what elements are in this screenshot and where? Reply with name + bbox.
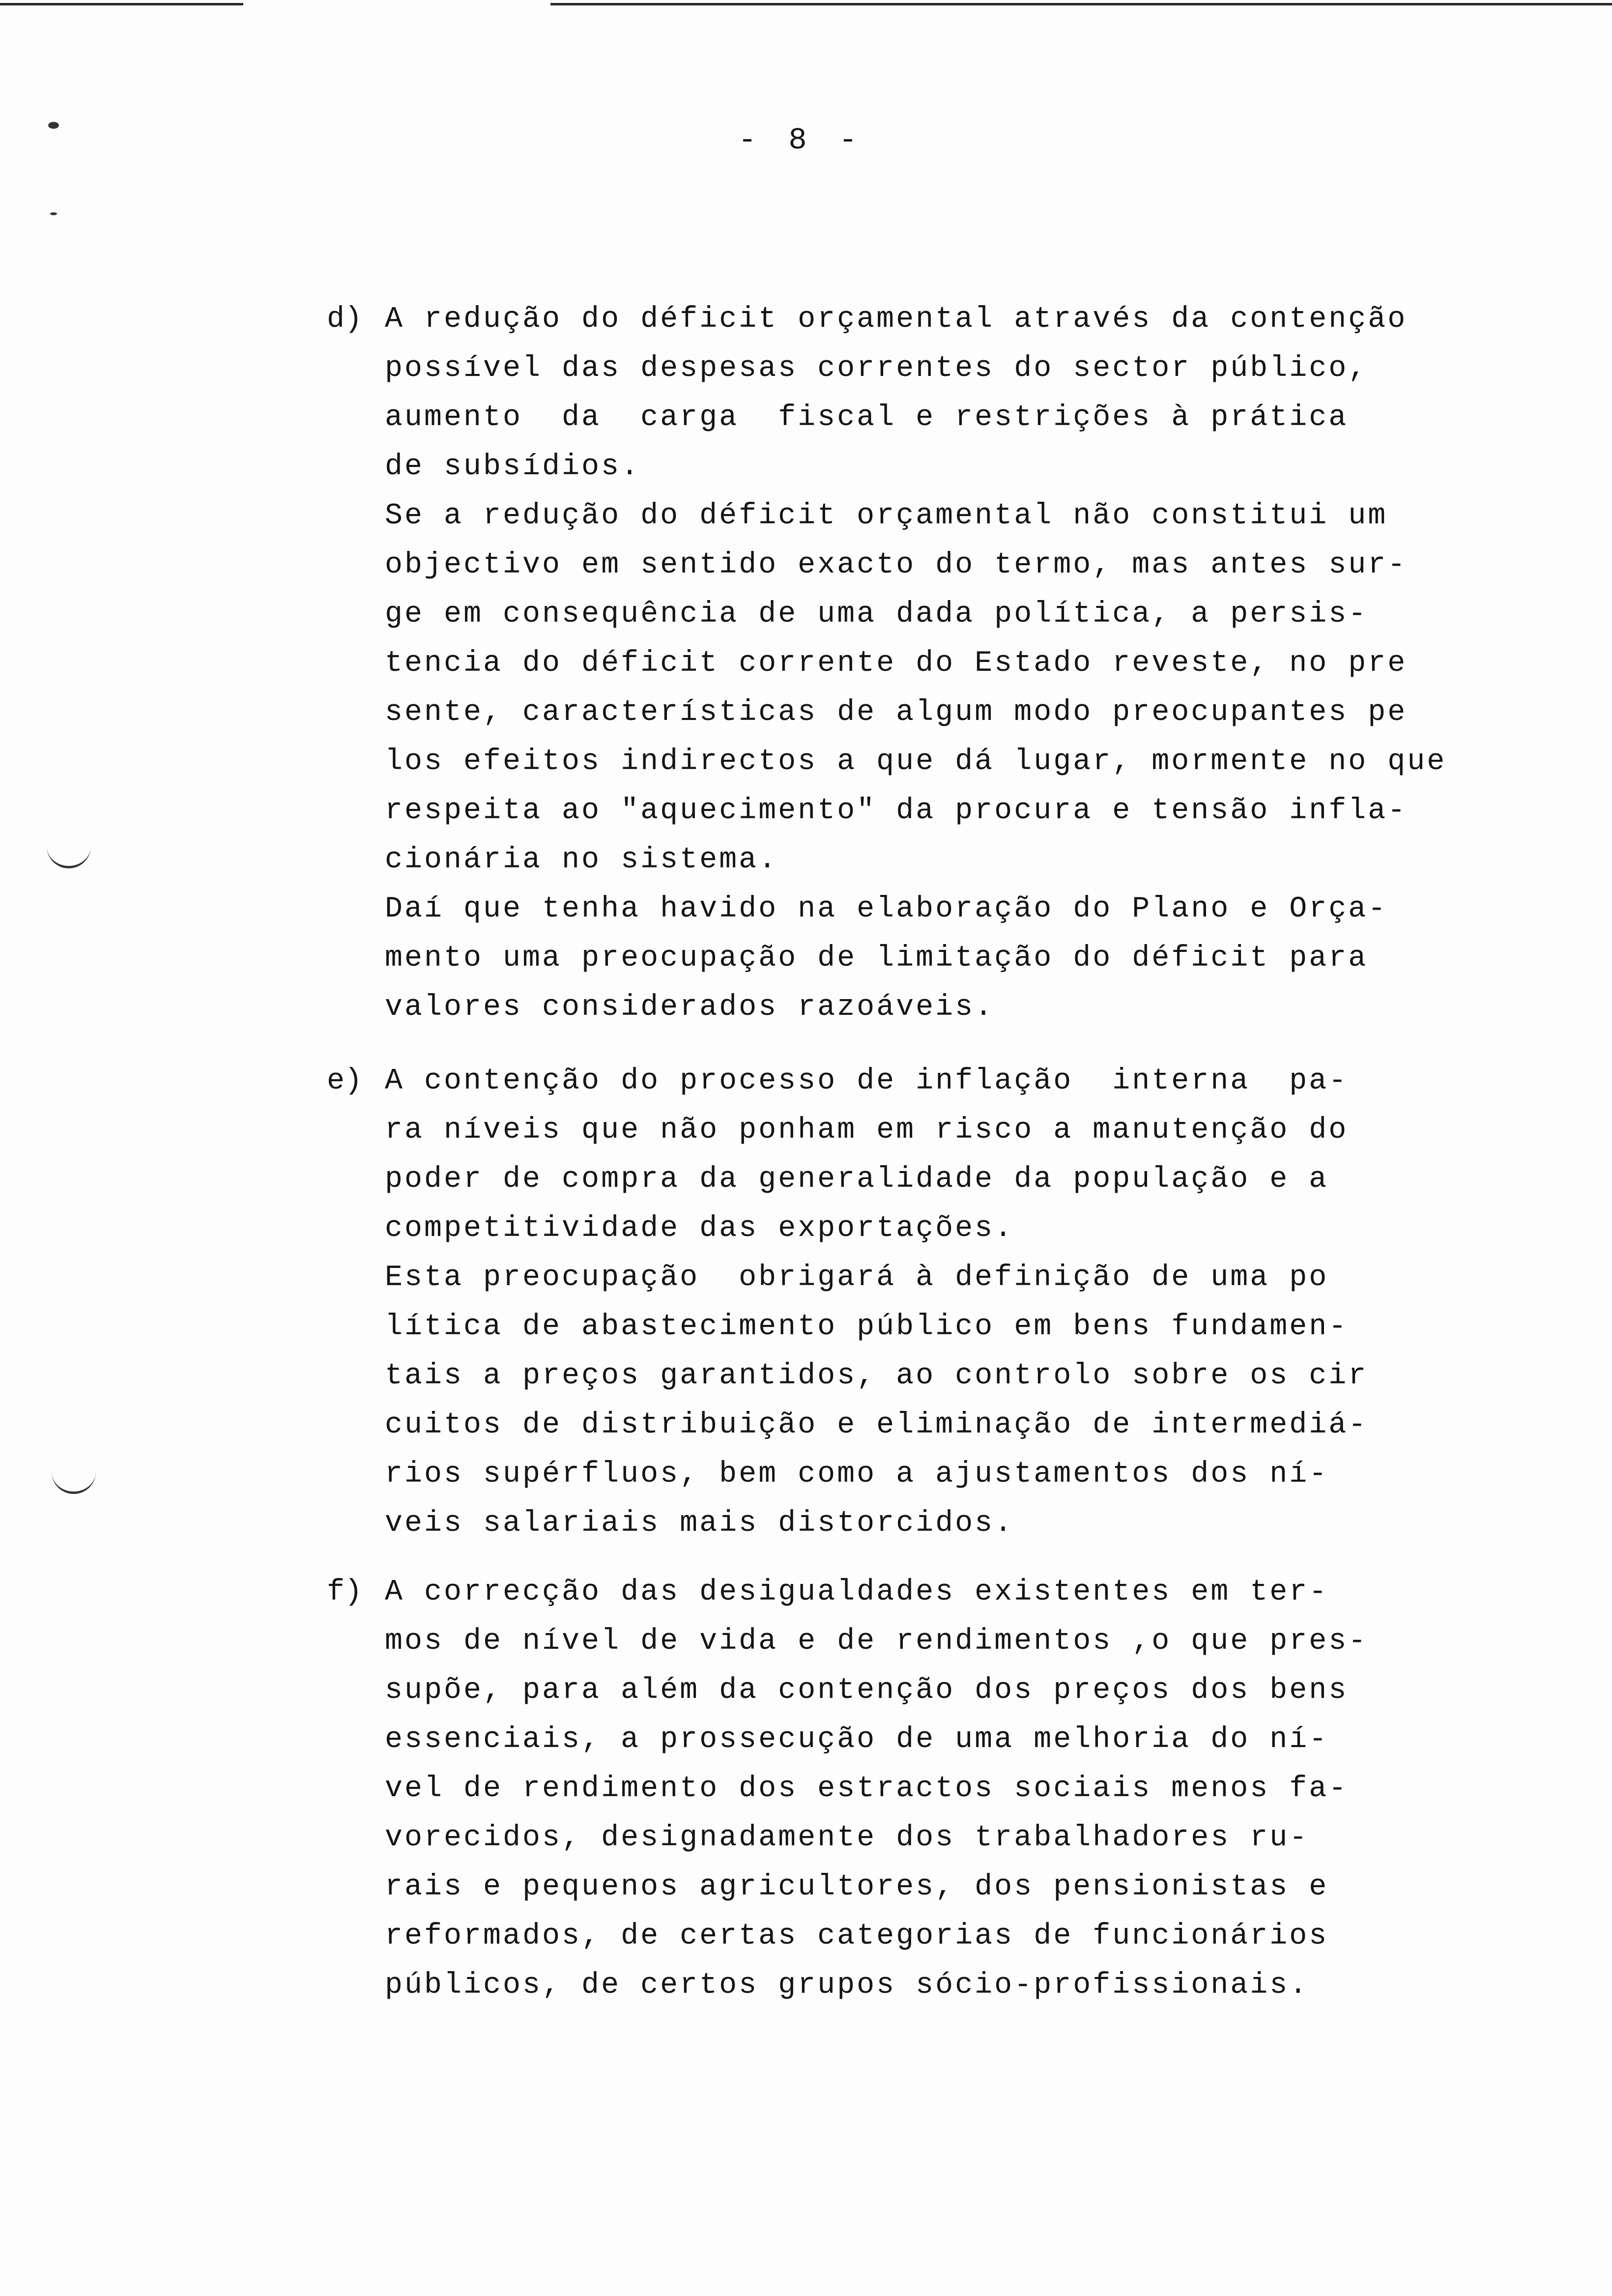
text-line: aumento da carga fiscal e restrições à prática <box>385 401 1349 434</box>
item-marker: f) <box>327 1576 363 1609</box>
text-line: cionária no sistema. <box>385 843 778 877</box>
text-line: lítica de abastecimento público em bens fundamen- <box>385 1310 1349 1344</box>
text-line: rios supérfluos, bem como a ajustamentos dos ní- <box>385 1458 1329 1491</box>
margin-check-mark <box>47 846 91 868</box>
text-line: competitividade das exportações. <box>385 1212 1014 1245</box>
top-scan-edge-left <box>0 3 243 5</box>
text-line: supõe, para além da contenção dos preços dos bens <box>385 1674 1349 1707</box>
list-item-f <box>327 1568 1506 2010</box>
item-marker: e) <box>327 1064 363 1098</box>
scan-speck <box>48 122 59 129</box>
text-line: Esta preocupação obrigará à definição de uma po <box>385 1261 1329 1294</box>
text-line: A correcção das desigualdades existentes em ter- <box>385 1576 1329 1609</box>
top-scan-edge-right <box>550 3 1612 5</box>
text-line: essenciais, a prossecução de uma melhoria do ní- <box>385 1723 1329 1756</box>
scan-speck <box>50 212 57 215</box>
text-line: valores considerados razoáveis. <box>385 991 995 1024</box>
text-line: vorecidos, designadamente dos trabalhadores ru- <box>385 1821 1309 1855</box>
text-line: de subsídios. <box>385 450 641 484</box>
item-body <box>385 1568 1515 2010</box>
text-line: ra níveis que não ponham em risco a manutenção do <box>385 1114 1349 1147</box>
list-item-d <box>327 295 1506 1032</box>
text-line: Se a redução do déficit orçamental não constitui um <box>385 499 1388 533</box>
text-line: sente, características de algum modo preocupantes pe <box>385 696 1408 729</box>
text-line: tencia do déficit corrente do Estado reveste, no pre <box>385 647 1408 680</box>
text-line: mos de nível de vida e de rendimentos ,o que pres- <box>385 1625 1368 1658</box>
text-line: respeita ao "aquecimento" da procura e tensão infla- <box>385 794 1408 828</box>
text-line: los efeitos indirectos a que dá lugar, mormente no que <box>385 745 1447 778</box>
text-line: reformados, de certas categorias de funcionários <box>385 1920 1329 1953</box>
text-line: públicos, de certos grupos sócio-profissionais. <box>385 1969 1309 2002</box>
text-line: A redução do déficit orçamental através da contenção <box>385 303 1408 336</box>
text-line: cuitos de distribuição e eliminação de intermediá- <box>385 1408 1368 1442</box>
item-body <box>385 1057 1515 1548</box>
margin-check-mark <box>52 1472 96 1494</box>
text-line: ge em consequência de uma dada política, a persis- <box>385 598 1368 631</box>
item-body <box>385 295 1515 1032</box>
list-item-e <box>327 1057 1506 1548</box>
text-line: A contenção do processo de inflação interna pa- <box>385 1064 1349 1098</box>
item-marker: d) <box>327 303 363 336</box>
text-line: rais e pequenos agricultores, dos pensionistas e <box>385 1870 1329 1904</box>
text-line: poder de compra da generalidade da população e a <box>385 1163 1329 1196</box>
text-line: vel de rendimento dos estractos sociais menos fa- <box>385 1772 1349 1806</box>
text-line: Daí que tenha havido na elaboração do Plano e Orça- <box>385 892 1388 926</box>
text-line: objectivo em sentido exacto do termo, mas antes sur- <box>385 548 1408 582</box>
text-line: tais a preços garantidos, ao controlo sobre os cir <box>385 1359 1368 1393</box>
text-line: veis salariais mais distorcidos. <box>385 1507 1014 1540</box>
text-line: possível das despesas correntes do sector público, <box>385 352 1368 385</box>
page-number: - 8 - <box>738 123 864 158</box>
text-line: mento uma preocupação de limitação do déficit para <box>385 942 1368 975</box>
